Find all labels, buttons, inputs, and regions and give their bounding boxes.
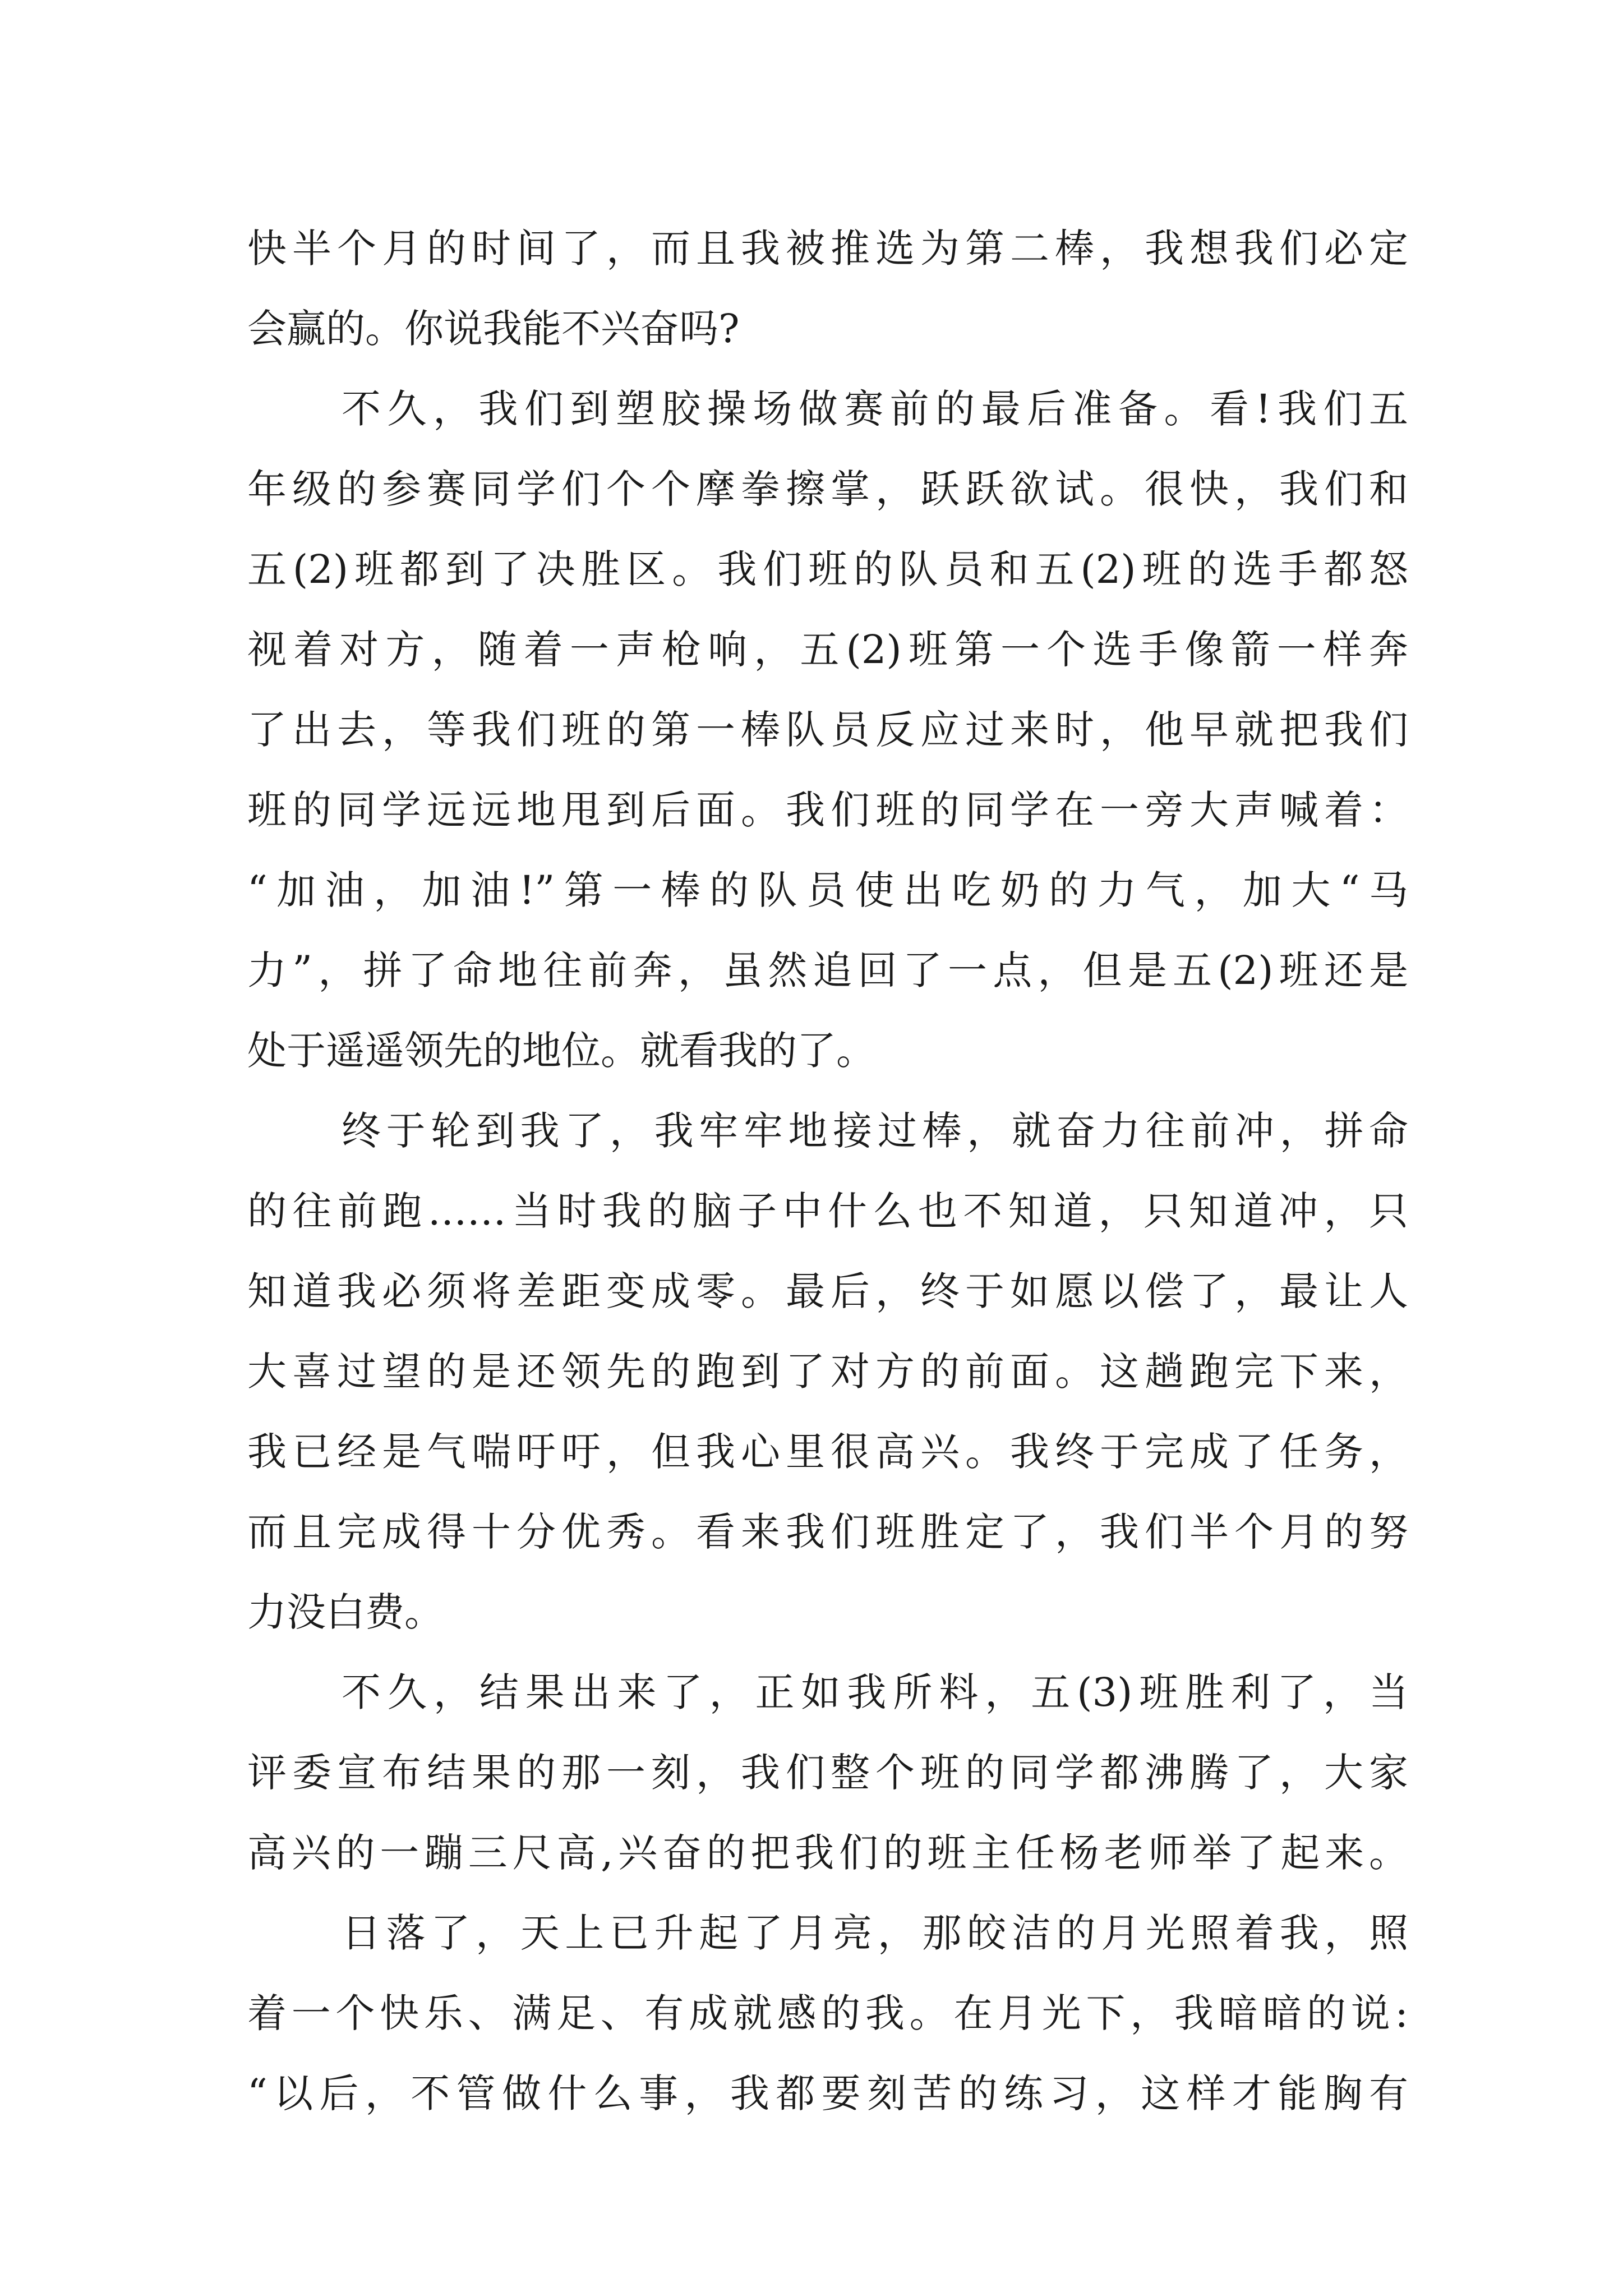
text-line: 视着对方，随着一声枪响，五(2)班第一个选手像箭一样奔 <box>247 627 1408 673</box>
text-line: 力没白费。 <box>247 1589 444 1635</box>
text-line: 而且完成得十分优秀。看来我们班胜定了，我们半个月的努 <box>247 1509 1408 1555</box>
text-line: 班的同学远远地甩到后面。我们班的同学在一旁大声喊着： <box>247 787 1408 833</box>
paragraph-first-line: 不久，结果出来了，正如我所料，五(3)班胜利了，当 <box>342 1669 1408 1715</box>
text-line: 着一个快乐、满足、有成就感的我。在月光下，我暗暗的说: <box>247 1990 1408 2036</box>
essay-body <box>247 209 1408 2134</box>
text-line: “加油，加油!”第一棒的队员使出吃奶的力气，加大“马 <box>247 867 1408 913</box>
text-line: 我已经是气喘吁吁，但我心里很高兴。我终于完成了任务， <box>247 1429 1408 1475</box>
text-line: 年级的参赛同学们个个摩拳擦掌，跃跃欲试。很快，我们和 <box>247 466 1408 512</box>
paragraph-first-line: 终于轮到我了，我牢牢地接过棒，就奋力往前冲，拼命 <box>342 1108 1408 1154</box>
text-line: 的往前跑……当时我的脑子中什么也不知道，只知道冲，只 <box>247 1188 1408 1234</box>
text-line: 知道我必须将差距变成零。最后，终于如愿以偿了，最让人 <box>247 1268 1408 1314</box>
text-line: 处于遥遥领先的地位。就看我的了。 <box>247 1028 875 1074</box>
paragraph-first-line: 不久，我们到塑胶操场做赛前的最后准备。看!我们五 <box>342 386 1408 432</box>
text-line: 了出去，等我们班的第一棒队员反应过来时，他早就把我们 <box>247 707 1408 753</box>
text-line: 大喜过望的是还领先的跑到了对方的前面。这趟跑完下来， <box>247 1349 1408 1395</box>
text-line: 评委宣布结果的那一刻，我们整个班的同学都沸腾了，大家 <box>247 1750 1408 1796</box>
paragraph-first-line: 日落了，天上已升起了月亮，那皎洁的月光照着我，照 <box>342 1910 1408 1956</box>
text-line: 会赢的。你说我能不兴奋吗? <box>247 306 740 352</box>
text-line: “以后，不管做什么事，我都要刻苦的练习，这样才能胸有 <box>247 2070 1408 2116</box>
text-line: 高兴的一蹦三尺高,兴奋的把我们的班主任杨老师举了起来。 <box>247 1830 1408 1876</box>
text-line: 快半个月的时间了，而且我被推选为第二棒，我想我们必定 <box>247 226 1408 272</box>
text-line: 力”，拼了命地往前奔，虽然追回了一点，但是五(2)班还是 <box>247 947 1408 993</box>
text-line: 五(2)班都到了决胜区。我们班的队员和五(2)班的选手都怒 <box>247 546 1408 592</box>
